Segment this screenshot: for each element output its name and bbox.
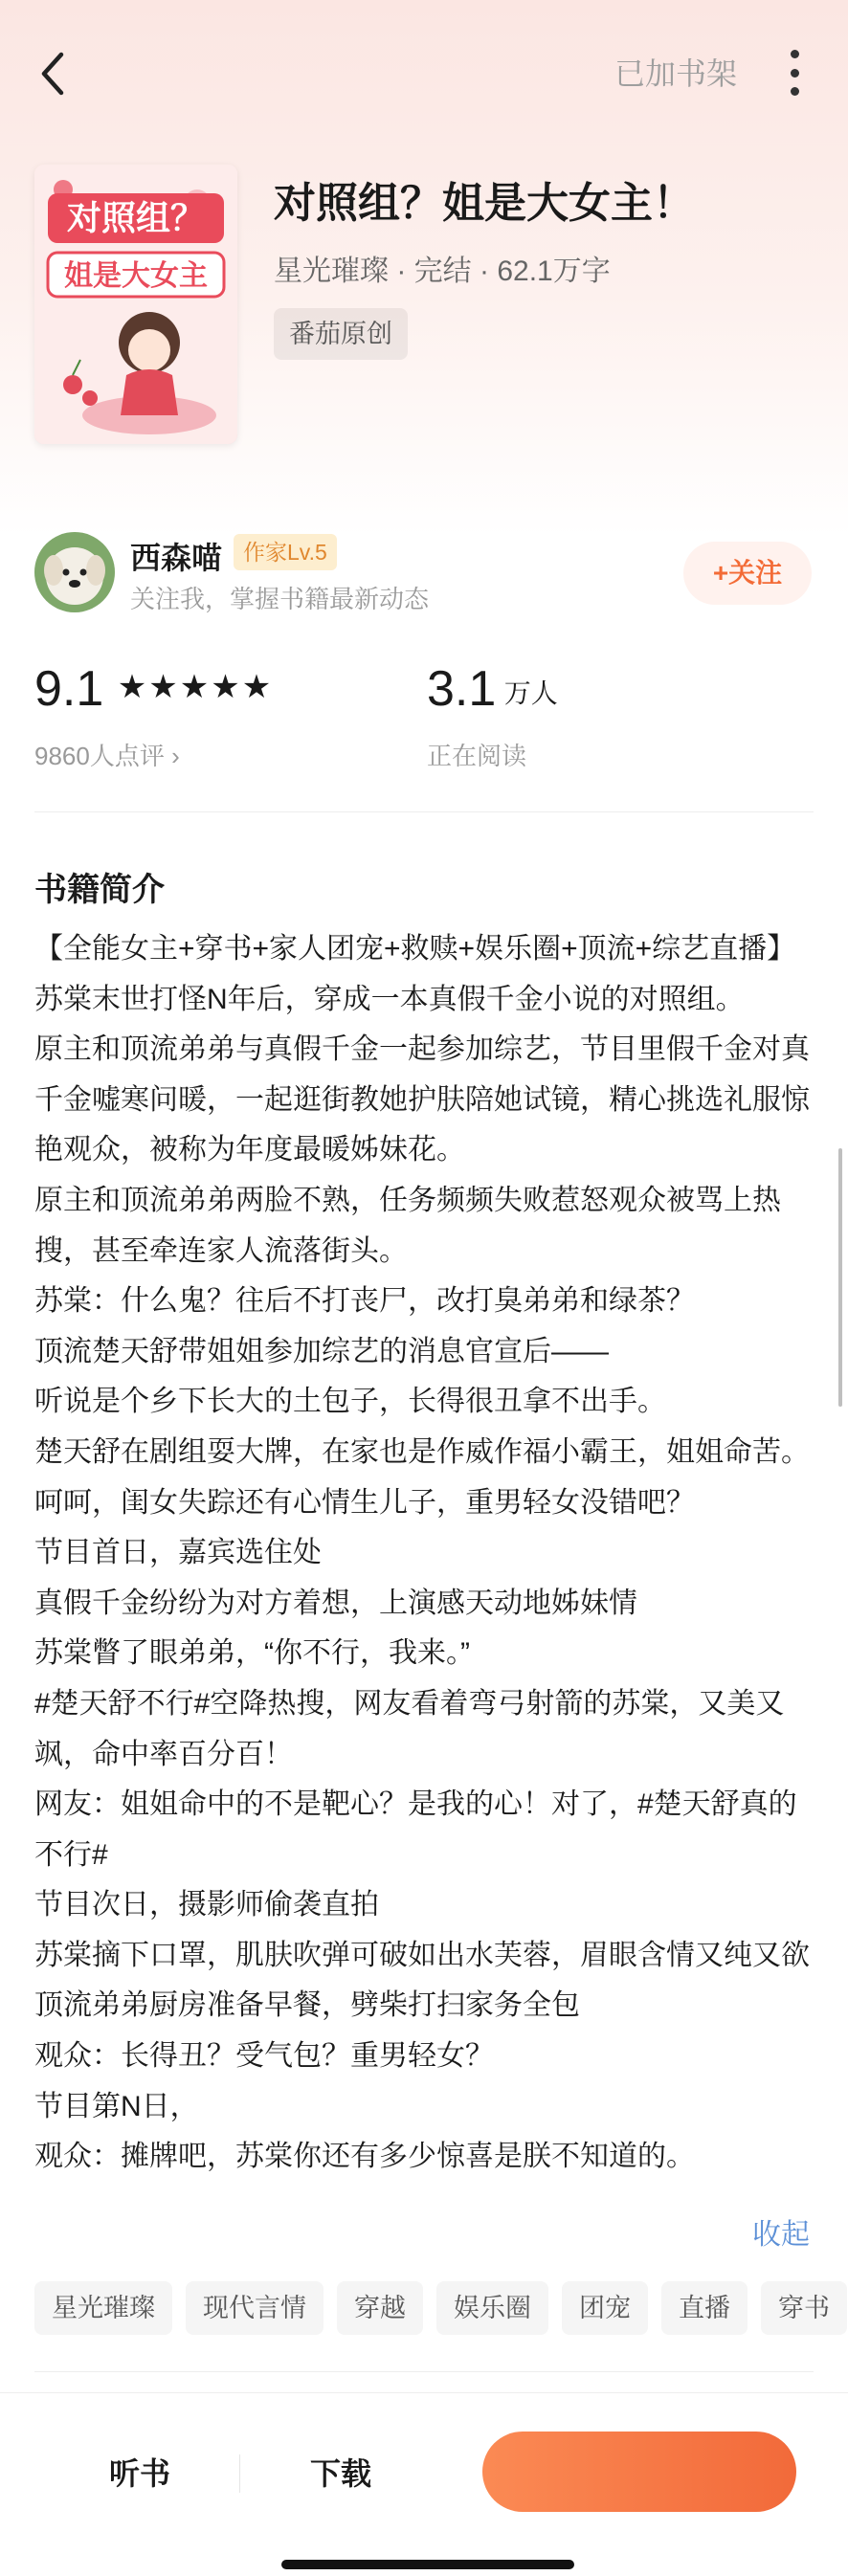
synopsis-line: #楚天舒不行#空降热搜，网友看着弯弓射箭的苏棠，又美又飒，命中率百分百！ [34, 1687, 785, 1770]
cover-title-line1: 对照组？ [66, 199, 206, 238]
synopsis-line: 苏棠：什么鬼？往后不打丧尸，改打臭弟弟和绿茶？ [34, 1285, 695, 1318]
dot-icon [791, 69, 799, 78]
synopsis-title: 书籍简介 [34, 872, 165, 908]
readers-stat [427, 660, 558, 718]
download-button[interactable]: 下载 [309, 2456, 371, 2491]
divider [34, 2371, 814, 2372]
bar-divider [239, 2454, 240, 2493]
bottom-action-bar [0, 2392, 848, 2576]
scrollbar[interactable] [838, 1148, 842, 1407]
synopsis-line: 节目首日，嘉宾选住处 [34, 1537, 322, 1569]
back-button[interactable] [29, 48, 77, 100]
book-cover[interactable] [34, 165, 237, 444]
star-icon: ★ [211, 669, 242, 705]
synopsis-line: 顶流楚天舒带姐姐参加综艺的消息官宣后—— [34, 1335, 609, 1367]
synopsis-line: 苏棠末世打怪N年后，穿成一本真假千金小说的对照组。 [34, 983, 745, 1015]
tag-chip[interactable]: 团宠 [562, 2281, 648, 2335]
author-avatar[interactable] [34, 532, 115, 612]
rating-stars [118, 668, 273, 718]
dog-avatar-icon [34, 532, 115, 612]
author-name[interactable]: 西森喵 [130, 541, 223, 575]
synopsis-line: 观众：摊牌吧，苏棠你还有多少惊喜是朕不知道的。 [34, 2141, 695, 2173]
synopsis-line: 【全能女主+穿书+家人团宠+救赎+娱乐圈+顶流+综艺直播】 [34, 933, 796, 965]
readers-label: 正在阅读 [427, 742, 527, 770]
tag-list [34, 2281, 848, 2339]
synopsis-text [34, 924, 819, 2183]
rating-stat[interactable] [34, 660, 273, 718]
origin-tag[interactable]: 番茄原创 [274, 308, 408, 360]
synopsis-line: 听说是个乡下长大的土包子，长得很丑拿不出手。 [34, 1386, 666, 1418]
readers-unit: 万人 [503, 678, 558, 708]
chevron-left-icon [38, 51, 67, 97]
collapse-link[interactable]: 收起 [752, 2219, 810, 2251]
synopsis-line: 原主和顶流弟弟与真假千金一起参加综艺，节目里假千金对真千金嘘寒问暖，一起逛街教她护肤陪她试镜，精心挑选礼服惊艳观众，被称为年度最暖姊妹花。 [34, 1033, 810, 1166]
synopsis-line: 呵呵，闺女失踪还有心情生儿子，重男轻女没错吧？ [34, 1486, 695, 1519]
rating-score: 9.1 [34, 661, 104, 717]
top-nav [0, 0, 848, 144]
synopsis-line: 真假千金纷纷为对方着想，上演感天动地姊妹情 [34, 1587, 637, 1619]
book-title: 对照组？姐是大女主！ [274, 180, 695, 227]
tag-chip[interactable]: 星光璀璨 [34, 2281, 172, 2335]
synopsis-line: 楚天舒在剧组耍大牌，在家也是作威作福小霸王，姐姐命苦。 [34, 1435, 810, 1468]
dot-icon [791, 50, 799, 58]
synopsis-line: 苏棠瞥了眼弟弟，“你不行，我来。” [34, 1637, 470, 1670]
synopsis-line: 观众：长得丑？受气包？重男轻女？ [34, 2040, 494, 2073]
star-icon: ★ [117, 669, 149, 705]
tag-chip[interactable]: 娱乐圈 [436, 2281, 548, 2335]
dot-icon [791, 87, 799, 96]
synopsis-line: 顶流弟弟厨房准备早餐，劈柴打扫家务全包 [34, 1989, 580, 2022]
book-cover-art [34, 165, 237, 444]
follow-button[interactable]: +关注 [683, 542, 812, 605]
divider [34, 811, 814, 812]
tag-chip[interactable]: 穿越 [337, 2281, 423, 2335]
star-icon: ★ [241, 669, 274, 705]
tag-chip[interactable]: 穿书 [761, 2281, 847, 2335]
synopsis-line: 原主和顶流弟弟两脸不熟，任务频频失败惹怒观众被骂上热搜，甚至牵连家人流落街头。 [34, 1184, 781, 1267]
author-row[interactable] [0, 532, 848, 618]
synopsis-line: 节目第N日， [34, 2090, 199, 2122]
cover-title-line2: 姐是大女主 [64, 259, 208, 293]
star-icon: ★ [148, 669, 180, 705]
home-indicator [281, 2560, 574, 2569]
tag-chip[interactable]: 现代言情 [186, 2281, 324, 2335]
book-meta: 星光璀璨 · 完结 · 62.1万字 [274, 255, 611, 287]
more-options-button[interactable] [775, 44, 814, 101]
star-icon: ★ [179, 669, 212, 705]
added-to-shelf-button[interactable]: 已加书架 [614, 56, 737, 91]
synopsis-line: 网友：姐姐命中的不是靶心？是我的心！对了，#楚天舒真的不行# [34, 1788, 797, 1871]
author-description: 关注我，掌握书籍最新动态 [130, 585, 430, 613]
readers-count: 3.1 [427, 661, 497, 717]
listen-button[interactable]: 听书 [108, 2456, 170, 2491]
tag-chip[interactable]: 直播 [661, 2281, 748, 2335]
read-button[interactable] [482, 2432, 796, 2512]
author-level-badge: 作家Lv.5 [234, 534, 337, 570]
synopsis-line: 苏棠摘下口罩，肌肤吹弹可破如出水芙蓉，眉眼含情又纯又欲 [34, 1939, 810, 1971]
synopsis-line: 节目次日，摄影师偷袭直拍 [34, 1889, 379, 1921]
review-count-link[interactable]: 9860人点评 › [34, 742, 180, 770]
